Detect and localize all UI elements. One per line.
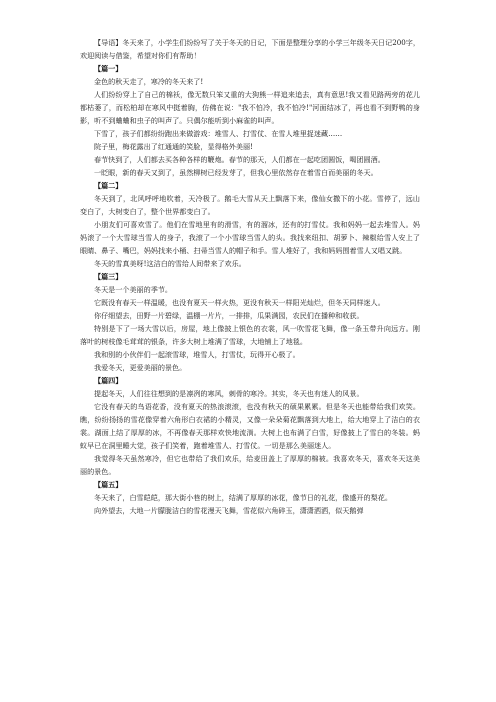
paragraph: 我和别的小伙伴们一起滚雪球，堆雪人，打雪仗，玩得开心极了。 (94, 350, 300, 359)
section-heading: 【篇四】 (94, 376, 123, 385)
paragraph: 人们纷纷穿上了自己的棉袄，像无数只笨又重的大狗熊一样追来追去，真有意思!我又看见路两旁的花儿都枯萎了，而松柏却在寒风中挺着胸，仿佛在说："我不怕冷，我不怕冷!"河面结冰了，再也看不到野鸭的身影，听不到蛐蛐和虫子的叫声了。只偶尔能听到小麻雀的叫声。 (80, 90, 420, 125)
document-page (80, 36, 420, 517)
paragraph: 下雪了，孩子们都纷纷跑出来做游戏：堆雪人、打雪仗、在雪人堆里捉迷藏…… (94, 129, 343, 138)
paragraph: 我觉得冬天虽然寒冷，但它也带给了我们欢乐，给麦田盖上了厚厚的棉被。我喜欢冬天，喜欢冬天这美丽的景色。 (80, 454, 420, 476)
paragraph: 你仔细望去，田野一片碧绿，温棚一片片，一排排，瓜果满园，农民们在播种和收获。 (94, 311, 364, 320)
paragraph: 一眨眼，新的春天又到了，虽然柳树已经发芽了，但我心里依然存在着雪白而美丽的冬天。 (94, 168, 378, 177)
paragraph: 冬天到了，北风呼呼地吹着，天冷极了。鹅毛大雪从天上飘落下来，像仙女撒下的小花。雪停了，远山变白了，大树变白了，整个世界都变白了。 (80, 194, 420, 216)
section-heading: 【篇三】 (94, 272, 123, 281)
paragraph: 它既没有春天一样温暖，也没有夏天一样火热，更没有秋天一样阳光灿烂，但冬天同样迷人。 (94, 298, 385, 307)
paragraph: 冬天来了，白雪皑皑，那大街小巷的树上，结满了厚厚的冰花，像节日的礼花，像盛开的梨花。 (94, 493, 392, 502)
paragraph: 特别是下了一场大雪以后，房屋，地上像披上银色的衣裳，风一吹雪花飞舞，像一条玉带升向远方。刚落叶的树枝像毛茸茸的银条，许多大树上堆满了雪球，大地铺上了地毯。 (80, 324, 420, 346)
section-heading: 【篇一】 (94, 64, 123, 73)
paragraph: 提起冬天，人们往往想到的是凛冽的寒风，刺骨的寒冷。其实，冬天也有迷人的风景。 (94, 389, 364, 398)
paragraph: 小朋友们可喜欢雪了。他们在雪地里有的滑雪，有的溜冰，还有的打雪仗。我和妈妈一起去堆雪人。妈妈滚了一个大雪球当雪人的身子，我滚了一个小雪球当雪人的头。我找来纽扣、胡萝卜、辣椒给雪人安上了眼睛、鼻子、嘴巴，妈妈找来小桶、扫帚当雪人的帽子和手。雪人堆好了，我和妈妈围着雪人又唱又跳。 (80, 220, 420, 255)
paragraph: 春节快到了，人们都去买各种各样的鞭炮。春节的那天，人们都在一起吃团圆饭，喝团圆酒。 (94, 155, 385, 164)
section-heading: 【篇二】 (94, 181, 123, 190)
paragraph: 冬天的雪真美呀!这洁白的雪给人间带来了欢乐。 (94, 259, 246, 268)
section-heading: 【篇五】 (94, 480, 123, 489)
paragraph: 【导语】冬天来了，小学生们纷纷写了关于冬天的日记，下面是整理分享的小学三年级冬天日记200字，欢迎阅读与借鉴，希望对你们有帮助！ (80, 38, 420, 60)
paragraph: 它没有春天的鸟语花香，没有夏天的热浪滚滚，也没有秋天的硕果累累。但是冬天也能带给我们欢笑。瞧，纷纷扬扬的雪花像穿着六角形白衣裙的小精灵，又像一朵朵菊花飘落到大地上，给大地穿上了洁白的衣裳。湖面上结了厚厚的冰，不再像春天那样欢快地流淌。大树上也布满了白雪，好像披上了雪白的冬装。蚂蚁早已在洞里睡大觉，孩子们笑着，跑着堆雪人、打雪仗。一切是那么美丽迷人。 (80, 402, 420, 450)
paragraph: 冬天是一个美丽的季节。 (94, 285, 173, 294)
paragraph: 向外望去，大地一片朦胧洁白的雪花漫天飞舞，雪花似六角碎玉，潇潇洒洒，似天鹅弹 (94, 506, 364, 515)
paragraph: 我爱冬天，更爱美丽的景色。 (94, 363, 187, 372)
paragraph: 院子里，梅花露出了红通通的笑脸，显得格外美丽! (94, 142, 253, 151)
paragraph: 金色的秋天走了，寒冷的冬天来了! (94, 77, 204, 86)
